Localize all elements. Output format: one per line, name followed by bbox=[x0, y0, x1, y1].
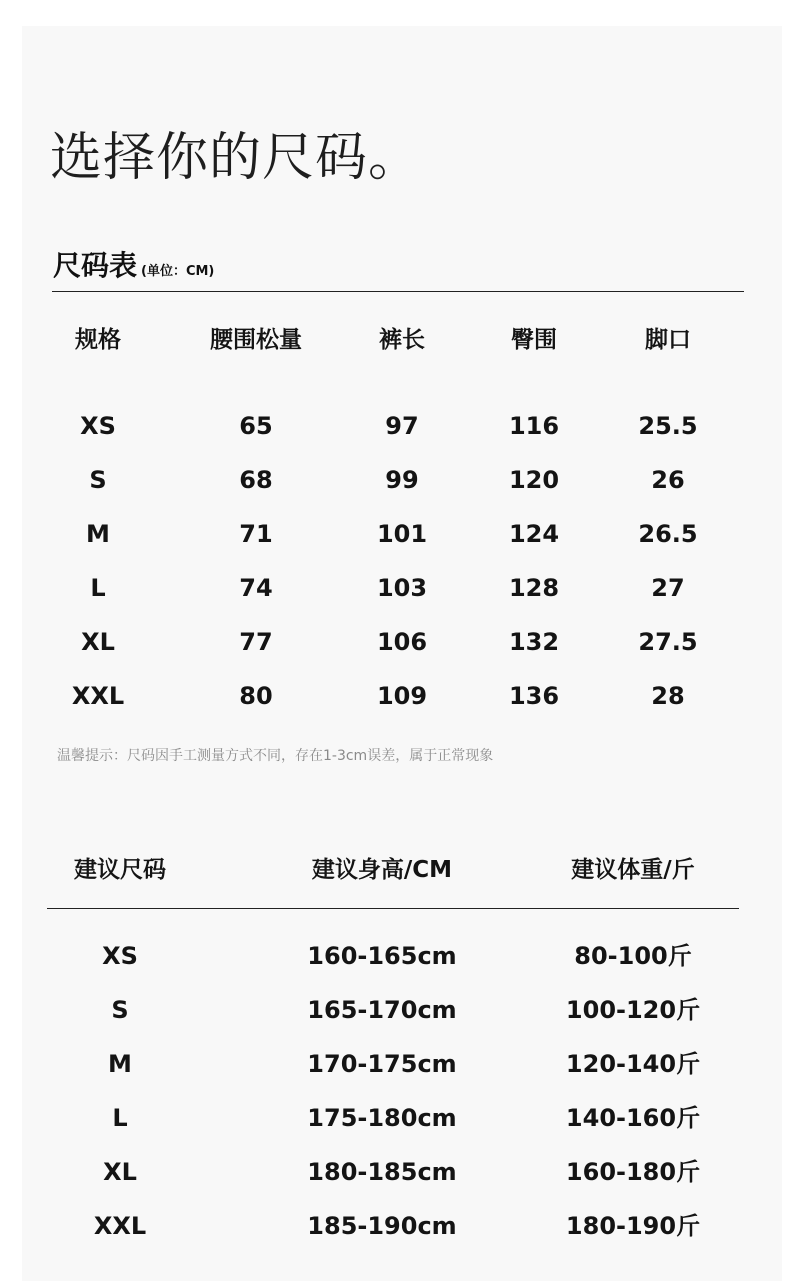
weight-cell: 140-160斤 bbox=[565, 1104, 701, 1132]
hip-cell: 132 bbox=[508, 628, 560, 656]
column-header-hip: 臀围 bbox=[511, 327, 557, 353]
waist-cell: 80 bbox=[239, 682, 273, 710]
hip-cell: 120 bbox=[508, 466, 560, 494]
recommend-divider bbox=[47, 908, 739, 909]
waist-cell: 68 bbox=[239, 466, 273, 494]
height-cell: 170-175cm bbox=[307, 1050, 457, 1078]
column-header-hem: 脚口 bbox=[645, 327, 691, 353]
size-cell: XL bbox=[81, 628, 115, 656]
size-cell: S bbox=[89, 466, 107, 494]
size-cell: S bbox=[111, 996, 129, 1024]
height-cell: 165-170cm bbox=[307, 996, 457, 1024]
column-header-size: 规格 bbox=[75, 327, 121, 353]
length-cell: 103 bbox=[376, 574, 428, 602]
waist-cell: 74 bbox=[239, 574, 273, 602]
hip-cell: 124 bbox=[508, 520, 560, 548]
size-cell: XS bbox=[102, 942, 138, 970]
hem-cell: 28 bbox=[651, 682, 685, 710]
size-cell: XL bbox=[103, 1158, 137, 1186]
size-cell: XXL bbox=[93, 1212, 147, 1240]
height-cell: 180-185cm bbox=[307, 1158, 457, 1186]
size-chart-title: 尺码表 bbox=[53, 249, 138, 282]
weight-cell: 160-180斤 bbox=[565, 1158, 701, 1186]
waist-cell: 77 bbox=[239, 628, 273, 656]
weight-cell: 80-100斤 bbox=[574, 942, 692, 970]
table-row bbox=[0, 406, 790, 446]
table-row bbox=[0, 936, 790, 976]
size-cell: XXL bbox=[71, 682, 125, 710]
table-row bbox=[0, 990, 790, 1030]
recommend-header-row bbox=[0, 850, 790, 890]
column-header-recommended-height: 建议身高/CM bbox=[311, 857, 453, 883]
size-cell: L bbox=[112, 1104, 128, 1132]
weight-cell: 180-190斤 bbox=[565, 1212, 701, 1240]
table-row bbox=[0, 568, 790, 608]
waist-cell: 71 bbox=[239, 520, 273, 548]
column-header-recommended-size: 建议尺码 bbox=[74, 857, 166, 883]
column-header-waist: 腰围松量 bbox=[210, 327, 302, 353]
size-cell: L bbox=[90, 574, 106, 602]
hem-cell: 26.5 bbox=[638, 520, 698, 548]
size-chart-divider bbox=[52, 291, 744, 292]
size-cell: XS bbox=[80, 412, 116, 440]
height-cell: 160-165cm bbox=[307, 942, 457, 970]
table-row bbox=[0, 622, 790, 662]
hip-cell: 116 bbox=[508, 412, 560, 440]
column-header-length: 裤长 bbox=[379, 327, 425, 353]
weight-cell: 120-140斤 bbox=[565, 1050, 701, 1078]
hem-cell: 27 bbox=[651, 574, 685, 602]
hem-cell: 26 bbox=[651, 466, 685, 494]
table-row bbox=[0, 514, 790, 554]
table-row bbox=[0, 676, 790, 716]
size-cell: M bbox=[108, 1050, 132, 1078]
size-chart-header-row bbox=[0, 320, 790, 360]
length-cell: 106 bbox=[376, 628, 428, 656]
column-header-recommended-weight: 建议体重/斤 bbox=[571, 857, 695, 883]
hem-cell: 25.5 bbox=[638, 412, 698, 440]
hip-cell: 128 bbox=[508, 574, 560, 602]
size-chart-heading bbox=[53, 244, 214, 284]
hem-cell: 27.5 bbox=[638, 628, 698, 656]
page-title: 选择你的尺码。 bbox=[50, 127, 422, 188]
table-row bbox=[0, 1044, 790, 1084]
waist-cell: 65 bbox=[239, 412, 273, 440]
size-cell: M bbox=[86, 520, 110, 548]
height-cell: 175-180cm bbox=[307, 1104, 457, 1132]
table-row bbox=[0, 1152, 790, 1192]
length-cell: 99 bbox=[385, 466, 419, 494]
table-row bbox=[0, 1206, 790, 1246]
length-cell: 109 bbox=[376, 682, 428, 710]
height-cell: 185-190cm bbox=[307, 1212, 457, 1240]
measurement-note: 温馨提示：尺码因手工测量方式不同，存在1-3cm误差，属于正常现象 bbox=[57, 748, 494, 764]
hip-cell: 136 bbox=[508, 682, 560, 710]
table-row bbox=[0, 1098, 790, 1138]
table-row bbox=[0, 460, 790, 500]
weight-cell: 100-120斤 bbox=[565, 996, 701, 1024]
length-cell: 97 bbox=[385, 412, 419, 440]
length-cell: 101 bbox=[376, 520, 428, 548]
size-chart-unit: (单位：CM) bbox=[141, 264, 215, 279]
